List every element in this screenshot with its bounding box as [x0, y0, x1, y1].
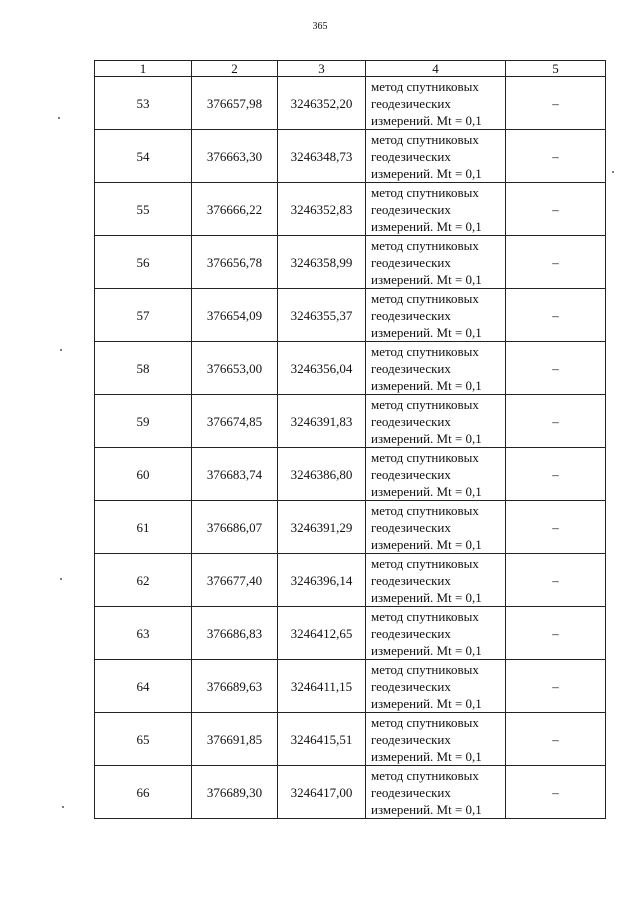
method-text-line: измерений. Mt = 0,1: [371, 165, 482, 181]
x-coordinate-cell: 376653,00: [192, 342, 278, 395]
table-header: [95, 61, 606, 77]
y-coordinate-cell: 3246358,99: [278, 236, 366, 289]
method-text-line: геодезических: [371, 466, 451, 482]
x-coordinate-cell: 376686,83: [192, 607, 278, 660]
point-number-cell: 62: [95, 554, 192, 607]
point-number-cell: 66: [95, 766, 192, 819]
header-cell-notes: 5: [506, 61, 606, 77]
method-text-line: метод спутниковых: [371, 608, 479, 624]
point-number-cell: 61: [95, 501, 192, 554]
method-text-line: геодезических: [371, 201, 451, 217]
notes-cell: –: [506, 183, 606, 236]
method-text-line: измерений. Mt = 0,1: [371, 112, 482, 128]
y-coordinate-cell: 3246391,29: [278, 501, 366, 554]
y-coordinate-cell: 3246352,83: [278, 183, 366, 236]
x-coordinate-cell: 376657,98: [192, 77, 278, 130]
notes-cell: –: [506, 660, 606, 713]
scan-speck: [62, 806, 64, 808]
notes-cell: –: [506, 342, 606, 395]
x-coordinate-cell: 376677,40: [192, 554, 278, 607]
method-text-line: метод спутниковых: [371, 502, 479, 518]
method-cell: [366, 77, 506, 130]
method-text-line: метод спутниковых: [371, 661, 479, 677]
method-text-line: измерений. Mt = 0,1: [371, 748, 482, 764]
x-coordinate-cell: 376663,30: [192, 130, 278, 183]
method-cell: [366, 713, 506, 766]
table-row: [95, 554, 606, 607]
method-text-line: метод спутниковых: [371, 184, 479, 200]
y-coordinate-cell: 3246348,73: [278, 130, 366, 183]
method-cell: [366, 607, 506, 660]
method-text-line: геодезических: [371, 784, 451, 800]
method-text-line: геодезических: [371, 307, 451, 323]
header-cell-y: 3: [278, 61, 366, 77]
method-text-line: метод спутниковых: [371, 714, 479, 730]
table-row: [95, 342, 606, 395]
method-text-line: геодезических: [371, 625, 451, 641]
table-body: [95, 77, 606, 819]
y-coordinate-cell: 3246417,00: [278, 766, 366, 819]
point-number-cell: 56: [95, 236, 192, 289]
y-coordinate-cell: 3246352,20: [278, 77, 366, 130]
header-cell-method: 4: [366, 61, 506, 77]
notes-cell: –: [506, 448, 606, 501]
table-row: [95, 660, 606, 713]
notes-cell: –: [506, 501, 606, 554]
notes-cell: –: [506, 77, 606, 130]
y-coordinate-cell: 3246396,14: [278, 554, 366, 607]
y-coordinate-cell: 3246386,80: [278, 448, 366, 501]
point-number-cell: 65: [95, 713, 192, 766]
y-coordinate-cell: 3246411,15: [278, 660, 366, 713]
method-text-line: геодезических: [371, 254, 451, 270]
point-number-cell: 54: [95, 130, 192, 183]
table-row: [95, 236, 606, 289]
coordinates-table: [94, 60, 606, 819]
method-text-line: геодезических: [371, 148, 451, 164]
y-coordinate-cell: 3246415,51: [278, 713, 366, 766]
table-row: [95, 130, 606, 183]
y-coordinate-cell: 3246356,04: [278, 342, 366, 395]
table-row: [95, 183, 606, 236]
method-cell: [366, 554, 506, 607]
method-text-line: метод спутниковых: [371, 555, 479, 571]
x-coordinate-cell: 376654,09: [192, 289, 278, 342]
method-text-line: метод спутниковых: [371, 78, 479, 94]
method-text-line: измерений. Mt = 0,1: [371, 218, 482, 234]
method-text-line: геодезических: [371, 678, 451, 694]
point-number-cell: 64: [95, 660, 192, 713]
scan-speck: [58, 117, 60, 119]
table-row: [95, 77, 606, 130]
notes-cell: –: [506, 607, 606, 660]
method-text-line: геодезических: [371, 731, 451, 747]
method-cell: [366, 395, 506, 448]
header-row: [95, 61, 606, 77]
method-text-line: геодезических: [371, 519, 451, 535]
method-cell: [366, 448, 506, 501]
page-number: 365: [312, 21, 328, 32]
method-cell: [366, 766, 506, 819]
method-text-line: геодезических: [371, 95, 451, 111]
y-coordinate-cell: 3246391,83: [278, 395, 366, 448]
table-row: [95, 501, 606, 554]
notes-cell: –: [506, 289, 606, 342]
method-text-line: измерений. Mt = 0,1: [371, 483, 482, 499]
point-number-cell: 57: [95, 289, 192, 342]
notes-cell: –: [506, 395, 606, 448]
method-text-line: метод спутниковых: [371, 767, 479, 783]
method-text-line: измерений. Mt = 0,1: [371, 536, 482, 552]
method-text-line: метод спутниковых: [371, 237, 479, 253]
table-row: [95, 448, 606, 501]
method-text-line: геодезических: [371, 360, 451, 376]
point-number-cell: 58: [95, 342, 192, 395]
x-coordinate-cell: 376689,30: [192, 766, 278, 819]
method-text-line: измерений. Mt = 0,1: [371, 271, 482, 287]
method-cell: [366, 660, 506, 713]
point-number-cell: 55: [95, 183, 192, 236]
header-cell-x: 2: [192, 61, 278, 77]
method-cell: [366, 342, 506, 395]
notes-cell: –: [506, 130, 606, 183]
method-text-line: метод спутниковых: [371, 290, 479, 306]
method-text-line: измерений. Mt = 0,1: [371, 801, 482, 817]
method-text-line: измерений. Mt = 0,1: [371, 642, 482, 658]
method-text-line: измерений. Mt = 0,1: [371, 589, 482, 605]
method-cell: [366, 289, 506, 342]
method-cell: [366, 501, 506, 554]
notes-cell: –: [506, 236, 606, 289]
method-text-line: геодезических: [371, 572, 451, 588]
table-row: [95, 607, 606, 660]
x-coordinate-cell: 376656,78: [192, 236, 278, 289]
scan-speck: [612, 171, 614, 173]
table-row: [95, 766, 606, 819]
x-coordinate-cell: 376683,74: [192, 448, 278, 501]
x-coordinate-cell: 376689,63: [192, 660, 278, 713]
point-number-cell: 59: [95, 395, 192, 448]
x-coordinate-cell: 376666,22: [192, 183, 278, 236]
notes-cell: –: [506, 766, 606, 819]
point-number-cell: 60: [95, 448, 192, 501]
y-coordinate-cell: 3246412,65: [278, 607, 366, 660]
method-text-line: метод спутниковых: [371, 396, 479, 412]
point-number-cell: 53: [95, 77, 192, 130]
method-text-line: измерений. Mt = 0,1: [371, 324, 482, 340]
method-cell: [366, 236, 506, 289]
y-coordinate-cell: 3246355,37: [278, 289, 366, 342]
scan-speck: [60, 578, 62, 580]
method-cell: [366, 183, 506, 236]
method-text-line: измерений. Mt = 0,1: [371, 695, 482, 711]
method-text-line: метод спутниковых: [371, 449, 479, 465]
notes-cell: –: [506, 713, 606, 766]
table-row: [95, 713, 606, 766]
x-coordinate-cell: 376686,07: [192, 501, 278, 554]
table-row: [95, 395, 606, 448]
header-cell-point-number: 1: [95, 61, 192, 77]
method-cell: [366, 130, 506, 183]
method-text-line: метод спутниковых: [371, 131, 479, 147]
table-row: [95, 289, 606, 342]
method-text-line: измерений. Mt = 0,1: [371, 377, 482, 393]
notes-cell: –: [506, 554, 606, 607]
method-text-line: метод спутниковых: [371, 343, 479, 359]
scan-speck: [60, 349, 62, 351]
x-coordinate-cell: 376674,85: [192, 395, 278, 448]
point-number-cell: 63: [95, 607, 192, 660]
x-coordinate-cell: 376691,85: [192, 713, 278, 766]
method-text-line: измерений. Mt = 0,1: [371, 430, 482, 446]
method-text-line: геодезических: [371, 413, 451, 429]
